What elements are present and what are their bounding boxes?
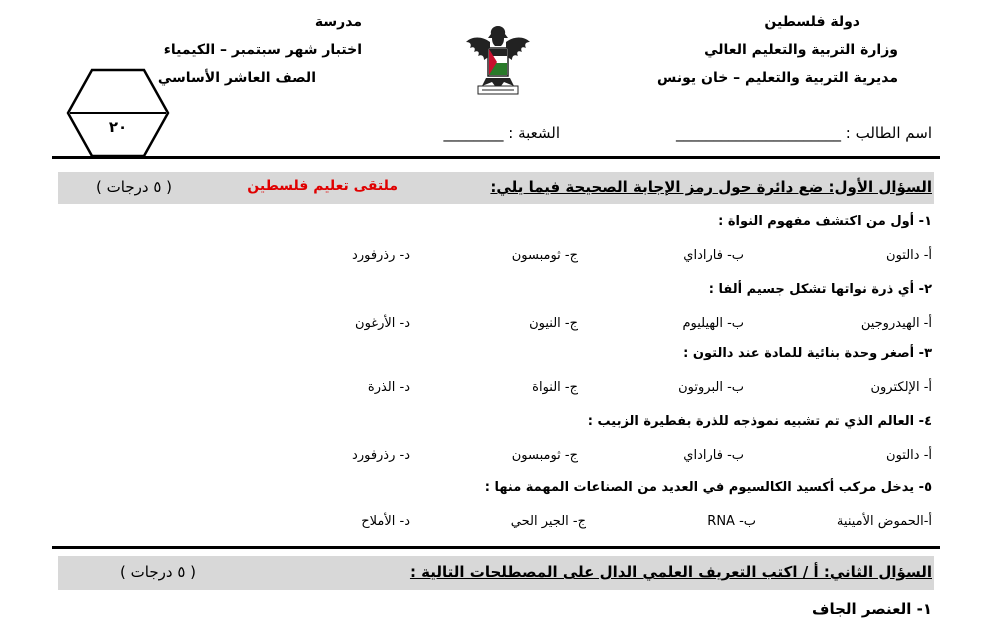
- question1-item-1: ١- أول من اكتشف مفهوم النواة :: [718, 214, 932, 229]
- header-country: دولة فلسطين: [764, 14, 860, 30]
- q1-item5-choice-b: ب- RNA: [707, 514, 756, 529]
- header-directorate: مديرية التربية والتعليم – خان يونس: [657, 70, 898, 86]
- question1-item-3: ٣- أصغر وحدة بنائية للمادة عند دالتون :: [683, 346, 932, 361]
- q1-item2-choice-a: أ- الهيدروجين: [860, 316, 932, 331]
- header-exam-title: اختبار شهر سبتمبر – الكيمياء: [163, 42, 362, 58]
- header-ministry: وزارة التربية والتعليم العالي: [704, 42, 898, 58]
- student-section-field: الشعبة : ________: [443, 124, 560, 142]
- question1-item-2: ٢- أي ذرة نواتها تشكل جسيم ألفا :: [708, 282, 932, 297]
- score-hexagon: [66, 68, 170, 158]
- header-grade: الصف العاشر الأساسي: [157, 70, 316, 86]
- question2-marks: ( ٥ درجات ): [120, 563, 196, 581]
- section-divider-2: [52, 546, 940, 549]
- q1-item1-choice-a: أ- دالتون: [886, 248, 932, 263]
- q1-item2-choice-c: ج- النيون: [529, 316, 578, 331]
- q1-item5-choice-a: أ-الحموض الأمينية: [836, 514, 932, 529]
- student-name-field: اسم الطالب : ______________________: [676, 124, 932, 142]
- q1-item5-choice-d: د- الأملاح: [361, 514, 410, 529]
- q1-item3-choice-b: ب- البروتون: [678, 380, 744, 395]
- q1-item4-choice-c: ج- ثومبسون: [511, 448, 578, 463]
- question1-marks: ( ٥ درجات ): [96, 178, 172, 196]
- q1-item1-choice-c: ج- ثومبسون: [511, 248, 578, 263]
- question2-title: السؤال الثاني: أ / اكتب التعريف العلمي الدال على المصطلحات التالية :: [409, 563, 932, 581]
- question2-item-1: ١- العنصر الجاف: [812, 600, 932, 618]
- q1-item3-choice-d: د- الذرة: [367, 380, 410, 395]
- q1-item2-choice-d: د- الأرغون: [355, 316, 410, 331]
- question1-title: السؤال الأول: ضع دائرة حول رمز الإجابة الصحيحة فيما يلي:: [490, 178, 932, 196]
- q1-item3-choice-c: ج- النواة: [532, 380, 578, 395]
- q1-item2-choice-b: ب- الهيليوم: [682, 316, 744, 331]
- palestine-emblem-icon: [462, 20, 534, 96]
- header-school: مدرسة: [314, 14, 362, 30]
- q1-item4-choice-b: ب- فاراداي: [683, 448, 744, 463]
- brand-label: ملتقى تعليم فلسطين: [247, 178, 398, 194]
- q1-item4-choice-d: د- رذرفورد: [352, 448, 410, 463]
- score-total: ٢٠: [108, 118, 128, 136]
- q1-item3-choice-a: أ- الإلكترون: [870, 380, 932, 395]
- q1-item1-choice-b: ب- فاراداي: [683, 248, 744, 263]
- question1-item-4: ٤- العالم الذي تم تشبيه نموذجه للذرة بفطيرة الزبيب :: [587, 414, 932, 429]
- q1-item4-choice-a: أ- دالتون: [886, 448, 932, 463]
- question1-item-5: ٥- يدخل مركب أكسيد الكالسيوم في العديد من الصناعات المهمة منها :: [484, 480, 932, 495]
- q1-item5-choice-c: ج- الجير الحي: [510, 514, 586, 529]
- q1-item1-choice-d: د- رذرفورد: [352, 248, 410, 263]
- section-divider: [52, 156, 940, 159]
